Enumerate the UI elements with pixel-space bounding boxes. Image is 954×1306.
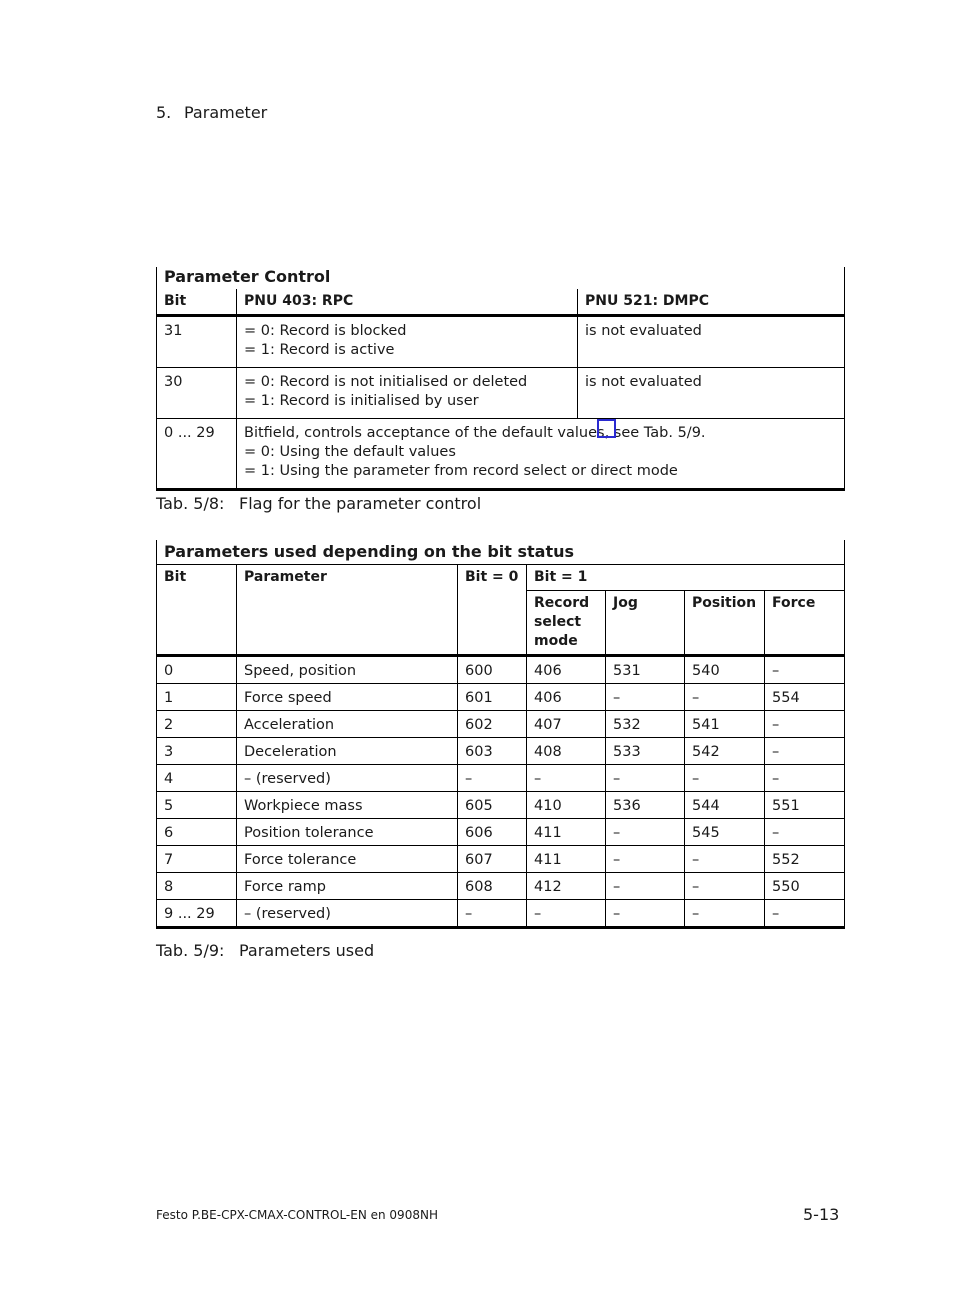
- cell-line: = 0: Record is not initialised or deleted: [244, 374, 528, 390]
- table-caption: [156, 941, 374, 960]
- cell-record-select: 411: [527, 819, 606, 846]
- header-bit0: Bit = 0: [458, 565, 527, 656]
- cell-jog: 536: [606, 792, 685, 819]
- cell-position: 541: [685, 711, 765, 738]
- cell-position: –: [685, 684, 765, 711]
- cell-record-select: –: [527, 765, 606, 792]
- cell-bit0: 607: [458, 846, 527, 873]
- cell-position: –: [685, 873, 765, 900]
- cell-parameter: Speed, position: [237, 656, 458, 684]
- cell-force: 554: [765, 684, 845, 711]
- cell-rpc: [237, 316, 578, 368]
- cell-record-select: 410: [527, 792, 606, 819]
- table-title-row: [157, 267, 845, 289]
- cell-bit: 5: [157, 792, 237, 819]
- cell-bit0: –: [458, 765, 527, 792]
- table-title-row: [157, 540, 845, 565]
- section-title: Parameter: [184, 103, 268, 122]
- section-header: [156, 103, 267, 122]
- cell-force: –: [765, 900, 845, 928]
- table-row: [157, 819, 845, 846]
- cell-jog: –: [606, 765, 685, 792]
- cell-dmpc: is not evaluated: [578, 316, 845, 368]
- cell-parameter: – (reserved): [237, 765, 458, 792]
- cell-dmpc: is not evaluated: [578, 368, 845, 419]
- cell-parameter: Force tolerance: [237, 846, 458, 873]
- cell-force: –: [765, 765, 845, 792]
- cell-parameter: Force speed: [237, 684, 458, 711]
- cell-bit0: 602: [458, 711, 527, 738]
- cell-force: –: [765, 656, 845, 684]
- cell-line: = 1: Record is active: [244, 342, 395, 358]
- cell-line: = 0: Using the default values: [244, 444, 456, 460]
- cell-record-select: –: [527, 900, 606, 928]
- cell-jog: 532: [606, 711, 685, 738]
- cell-record-select: 412: [527, 873, 606, 900]
- parameter-control-table: [156, 267, 845, 491]
- cell-jog: –: [606, 900, 685, 928]
- cell-bit0: 600: [458, 656, 527, 684]
- cell-position: 544: [685, 792, 765, 819]
- cell-parameter: Acceleration: [237, 711, 458, 738]
- table-row: [157, 765, 845, 792]
- cell-force: –: [765, 738, 845, 765]
- cell-record-select: 406: [527, 684, 606, 711]
- cell-bit: 30: [157, 368, 237, 419]
- cell-bit0: 606: [458, 819, 527, 846]
- cell-jog: –: [606, 819, 685, 846]
- header-line: Record: [534, 595, 590, 611]
- footer-document-id: Festo P.BE-CPX-CMAX-CONTROL-EN en 0908NH: [156, 1208, 438, 1222]
- cell-bit: 2: [157, 711, 237, 738]
- table-caption: [156, 494, 481, 513]
- cell-bit0: 601: [458, 684, 527, 711]
- cell-force: –: [765, 819, 845, 846]
- cell-parameter: Deceleration: [237, 738, 458, 765]
- cell-parameter: Position tolerance: [237, 819, 458, 846]
- cell-record-select: 406: [527, 656, 606, 684]
- cell-bit: 1: [157, 684, 237, 711]
- cell-line: = 1: Record is initialised by user: [244, 393, 479, 409]
- selection-marker: [597, 419, 616, 438]
- cell-bit: 8: [157, 873, 237, 900]
- table-row: [157, 792, 845, 819]
- table-row: [157, 846, 845, 873]
- cell-line: Bitfield, controls acceptance of the default values, see Tab. 5/9.: [244, 425, 706, 441]
- cell-bitfield: [237, 419, 845, 490]
- cell-bit: 4: [157, 765, 237, 792]
- table-header-row: [157, 565, 845, 591]
- header-force: Force: [765, 591, 845, 656]
- cell-force: –: [765, 711, 845, 738]
- parameters-used-table: [156, 540, 845, 929]
- table-row: [157, 738, 845, 765]
- caption-label: Tab. 5/8:: [156, 494, 225, 513]
- cell-parameter: Workpiece mass: [237, 792, 458, 819]
- table-row: [157, 711, 845, 738]
- cell-position: –: [685, 765, 765, 792]
- cell-bit0: –: [458, 900, 527, 928]
- cell-bit: 6: [157, 819, 237, 846]
- cell-force: 552: [765, 846, 845, 873]
- cell-record-select: 407: [527, 711, 606, 738]
- cell-bit0: 605: [458, 792, 527, 819]
- table-row: [157, 873, 845, 900]
- cell-bit: 0: [157, 656, 237, 684]
- caption-text: Flag for the parameter control: [239, 494, 482, 513]
- page-number: 5-13: [803, 1205, 840, 1224]
- header-rpc: PNU 403: RPC: [237, 289, 578, 316]
- cell-bit: 31: [157, 316, 237, 368]
- cell-jog: 531: [606, 656, 685, 684]
- table-row: [157, 368, 845, 419]
- header-bit1: Bit = 1: [527, 565, 845, 591]
- header-jog: Jog: [606, 591, 685, 656]
- header-line: select: [534, 614, 582, 630]
- cell-parameter: Force ramp: [237, 873, 458, 900]
- header-line: mode: [534, 633, 578, 649]
- cell-position: –: [685, 900, 765, 928]
- cell-position: 540: [685, 656, 765, 684]
- table-title: Parameters used depending on the bit status: [157, 540, 845, 565]
- table-row: [157, 419, 845, 490]
- cell-jog: –: [606, 873, 685, 900]
- cell-bit0: 603: [458, 738, 527, 765]
- header-bit: Bit: [157, 289, 237, 316]
- header-parameter: Parameter: [237, 565, 458, 656]
- cell-jog: –: [606, 684, 685, 711]
- table-row: [157, 656, 845, 684]
- cell-jog: –: [606, 846, 685, 873]
- cell-line: = 1: Using the parameter from record select or direct mode: [244, 463, 678, 479]
- table-title: Parameter Control: [157, 267, 845, 289]
- caption-text: Parameters used: [239, 941, 375, 960]
- cell-jog: 533: [606, 738, 685, 765]
- table-row: [157, 900, 845, 928]
- section-number: 5.: [156, 103, 172, 122]
- cell-record-select: 408: [527, 738, 606, 765]
- cell-rpc: [237, 368, 578, 419]
- table-row: [157, 316, 845, 368]
- cell-position: 545: [685, 819, 765, 846]
- cell-bit: 3: [157, 738, 237, 765]
- header-record-select: [527, 591, 606, 656]
- cell-parameter: – (reserved): [237, 900, 458, 928]
- cell-bit: 7: [157, 846, 237, 873]
- cell-bit: 9 ... 29: [157, 900, 237, 928]
- cell-position: 542: [685, 738, 765, 765]
- cell-force: 551: [765, 792, 845, 819]
- table-header-row: [157, 289, 845, 316]
- cell-record-select: 411: [527, 846, 606, 873]
- header-position: Position: [685, 591, 765, 656]
- table-row: [157, 684, 845, 711]
- header-dmpc: PNU 521: DMPC: [578, 289, 845, 316]
- table-body: [157, 656, 845, 928]
- caption-label: Tab. 5/9:: [156, 941, 225, 960]
- cell-bit0: 608: [458, 873, 527, 900]
- cell-position: –: [685, 846, 765, 873]
- header-bit: Bit: [157, 565, 237, 656]
- cell-line: = 0: Record is blocked: [244, 323, 407, 339]
- cell-force: 550: [765, 873, 845, 900]
- cell-bit: 0 ... 29: [157, 419, 237, 490]
